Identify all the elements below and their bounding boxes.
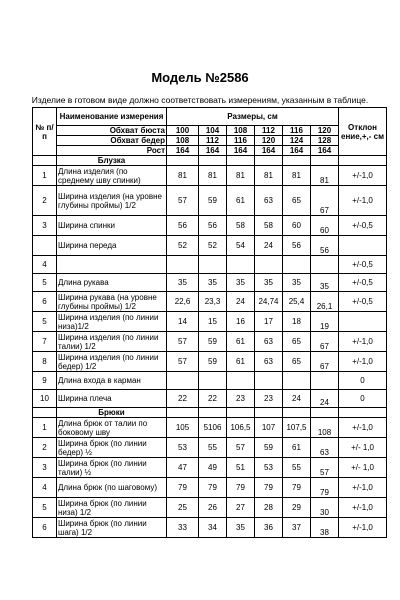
header-row: [33, 108, 387, 126]
height-size: 164: [283, 146, 311, 156]
measurement-value: [167, 372, 199, 390]
measurement-value: 56: [311, 236, 339, 256]
bust-size: 120: [311, 126, 339, 136]
hips-size: 128: [311, 136, 339, 146]
height-size: 164: [227, 146, 255, 156]
measurement-value: 37: [283, 518, 311, 538]
measurement-value: 63: [255, 186, 283, 216]
measurement-value: 22: [167, 390, 199, 408]
measurement-value: [227, 256, 255, 274]
bust-size: 116: [283, 126, 311, 136]
measurement-value: 79: [255, 478, 283, 498]
measurement-value: 105: [167, 418, 199, 438]
empty-cell: [283, 156, 311, 166]
measurement-value: 27: [227, 498, 255, 518]
row-number: 4: [33, 478, 57, 498]
measurement-value: 25: [167, 498, 199, 518]
measurement-value: 22: [199, 390, 227, 408]
row-number: 4: [33, 256, 57, 274]
section-row: [33, 156, 387, 166]
measurement-name: Ширина брюк (по линии бедер) ½: [57, 438, 167, 458]
row-number: 1: [33, 166, 57, 186]
measurement-value: 55: [283, 458, 311, 478]
measurement-value: 81: [255, 166, 283, 186]
measurement-name: Ширина изделия (по линии бедер) 1/2: [57, 352, 167, 372]
measurement-value: 63: [255, 332, 283, 352]
measurement-value: 35: [199, 274, 227, 292]
measurement-name: Ширина изделия (на уровне глубины проймы) 1/2: [57, 186, 167, 216]
measurement-name: Ширина брюк (по линии низа) 1/2: [57, 498, 167, 518]
table-row: [33, 458, 387, 478]
measurement-name: Длина брюк (по шаговому): [57, 478, 167, 498]
measurement-value: 81: [311, 166, 339, 186]
measurement-value: 29: [283, 498, 311, 518]
measurement-table: [32, 107, 387, 538]
section-row: [33, 408, 387, 418]
empty-cell: [311, 156, 339, 166]
measurement-value: 34: [199, 518, 227, 538]
hips-size: 112: [199, 136, 227, 146]
measurement-value: 35: [227, 274, 255, 292]
table-row: [33, 352, 387, 372]
section-title: Брюки: [57, 408, 167, 418]
table-row: [33, 312, 387, 332]
measurement-value: 19: [311, 312, 339, 332]
measurement-value: 56: [199, 216, 227, 236]
measurement-value: 47: [167, 458, 199, 478]
empty-cell: [167, 408, 199, 418]
measurement-value: 36: [255, 518, 283, 538]
empty-cell: [227, 156, 255, 166]
page-title: Модель №2586: [151, 70, 249, 85]
tolerance-value: +/-1,0: [339, 498, 387, 518]
row-number: 2: [33, 438, 57, 458]
measurement-name: Ширина спинки: [57, 216, 167, 236]
measurement-value: 14: [167, 312, 199, 332]
row-number: 5: [33, 274, 57, 292]
measurement-value: 57: [167, 332, 199, 352]
height-size: 164: [167, 146, 199, 156]
table-row: [33, 236, 387, 256]
row-number: 3: [33, 216, 57, 236]
measurement-name: Длина входа в карман: [57, 372, 167, 390]
measurement-value: 79: [311, 478, 339, 498]
table-row: [33, 390, 387, 408]
measurement-value: 17: [255, 312, 283, 332]
measurement-value: 54: [227, 236, 255, 256]
measurement-value: 65: [283, 332, 311, 352]
empty-cell: [167, 156, 199, 166]
measurement-value: 38: [311, 518, 339, 538]
row-number: 6: [33, 518, 57, 538]
bust-label: Обхват бюста: [57, 126, 167, 136]
hips-label: Обхват бедер: [57, 136, 167, 146]
measurement-value: 24: [255, 236, 283, 256]
bust-size: 104: [199, 126, 227, 136]
empty-cell: [199, 408, 227, 418]
measurement-value: [311, 256, 339, 274]
hips-size: 120: [255, 136, 283, 146]
tolerance-value: +/-1,0: [339, 186, 387, 216]
height-size: 164: [199, 146, 227, 156]
measurement-name: Ширина брюк (по линии шага) 1/2: [57, 518, 167, 538]
bust-size: 100: [167, 126, 199, 136]
measurement-value: 63: [311, 438, 339, 458]
table-row: [33, 274, 387, 292]
height-row: [33, 146, 387, 156]
measurement-name: Ширина плеча: [57, 390, 167, 408]
tolerance-value: +/-0,5: [339, 274, 387, 292]
measurement-value: 79: [167, 478, 199, 498]
measurement-value: 58: [255, 216, 283, 236]
measurement-value: 59: [199, 186, 227, 216]
empty-cell: [199, 156, 227, 166]
height-size: 164: [255, 146, 283, 156]
section-num-cell: [33, 156, 57, 166]
measurement-value: 65: [283, 352, 311, 372]
tolerance-header: Отклон ение,+,- см: [339, 108, 387, 156]
bust-size: 112: [255, 126, 283, 136]
measurement-value: 59: [255, 438, 283, 458]
measurement-value: 67: [311, 332, 339, 352]
measurement-value: 26: [199, 498, 227, 518]
tolerance-value: 0: [339, 372, 387, 390]
row-number: 7: [33, 332, 57, 352]
empty-cell: [339, 408, 387, 418]
hips-size: 108: [167, 136, 199, 146]
row-number: 5: [33, 312, 57, 332]
tolerance-value: +/-1,0: [339, 166, 387, 186]
measurement-value: 81: [227, 166, 255, 186]
measurement-value: 81: [167, 166, 199, 186]
measurement-value: 56: [167, 216, 199, 236]
measurement-value: 23: [227, 390, 255, 408]
bust-row: [33, 126, 387, 136]
row-number: [33, 236, 57, 256]
row-number: 3: [33, 458, 57, 478]
row-number: 1: [33, 418, 57, 438]
measurement-value: 107,5: [283, 418, 311, 438]
measurement-value: [283, 256, 311, 274]
empty-cell: [255, 156, 283, 166]
table-row: [33, 498, 387, 518]
measurement-value: 106,5: [227, 418, 255, 438]
measurement-value: 35: [167, 274, 199, 292]
measurement-value: 35: [227, 518, 255, 538]
measurement-value: 81: [199, 166, 227, 186]
measurement-value: 33: [167, 518, 199, 538]
empty-cell: [283, 408, 311, 418]
measurement-value: 56: [283, 236, 311, 256]
tolerance-value: +/-1,0: [339, 352, 387, 372]
measurement-value: 30: [311, 498, 339, 518]
measurement-value: 108: [311, 418, 339, 438]
num-header: № п/п: [33, 108, 57, 156]
height-size: 164: [311, 146, 339, 156]
tolerance-value: +/-0,5: [339, 216, 387, 236]
measurement-value: 24,74: [255, 292, 283, 312]
measurement-value: 60: [311, 216, 339, 236]
measurement-name: Ширина изделия (по линии низа)1/2: [57, 312, 167, 332]
measurement-value: [311, 372, 339, 390]
measurement-value: 23: [255, 390, 283, 408]
section-title: Блузка: [57, 156, 167, 166]
empty-cell: [339, 156, 387, 166]
tolerance-value: +/- 1,0: [339, 458, 387, 478]
measurement-value: 57: [167, 352, 199, 372]
table-row: [33, 478, 387, 498]
hips-row: [33, 136, 387, 146]
bust-size: 108: [227, 126, 255, 136]
tolerance-value: [339, 312, 387, 332]
measurement-value: 55: [199, 438, 227, 458]
empty-cell: [227, 408, 255, 418]
measurement-value: 60: [283, 216, 311, 236]
measurement-value: 61: [227, 352, 255, 372]
measurement-value: 107: [255, 418, 283, 438]
measurement-value: 53: [167, 438, 199, 458]
section-num-cell: [33, 408, 57, 418]
table-row: [33, 166, 387, 186]
measurement-name: Длина рукава: [57, 274, 167, 292]
table-row: [33, 438, 387, 458]
measurement-value: 24: [227, 292, 255, 312]
measurement-value: 58: [227, 216, 255, 236]
measurement-value: 79: [199, 478, 227, 498]
tolerance-value: +/-1,0: [339, 418, 387, 438]
measurement-value: 63: [255, 352, 283, 372]
measurement-value: 57: [227, 438, 255, 458]
tolerance-value: [339, 236, 387, 256]
measurement-value: 67: [311, 186, 339, 216]
measurement-value: [199, 372, 227, 390]
table-note: Изделие в готовом виде должно соответствовать измерениям, указанным в таблице.: [31, 95, 369, 105]
measurement-value: 26,1: [311, 292, 339, 312]
hips-size: 116: [227, 136, 255, 146]
measurement-value: 61: [227, 186, 255, 216]
tolerance-value: +/-1,0: [339, 518, 387, 538]
table-row: [33, 418, 387, 438]
measurement-value: 49: [199, 458, 227, 478]
measurement-name: Ширина брюк (по линии талии) ½: [57, 458, 167, 478]
measurement-value: 79: [227, 478, 255, 498]
measurement-value: [199, 256, 227, 274]
table-row: [33, 518, 387, 538]
name-header: Наименование измерения: [57, 108, 167, 126]
measurement-value: 5106: [199, 418, 227, 438]
measurement-value: 35: [311, 274, 339, 292]
measurement-value: 53: [255, 458, 283, 478]
measurement-value: 28: [255, 498, 283, 518]
tolerance-value: 0: [339, 390, 387, 408]
table-row: [33, 332, 387, 352]
measurement-value: 15: [199, 312, 227, 332]
hips-size: 124: [283, 136, 311, 146]
row-number: 8: [33, 352, 57, 372]
measurement-value: [167, 256, 199, 274]
measurement-name: Длина брюк от талии по боковому шву: [57, 418, 167, 438]
measurement-name: [57, 256, 167, 274]
height-label: Рост: [57, 146, 167, 156]
measurement-value: 57: [167, 186, 199, 216]
measurement-value: 25,4: [283, 292, 311, 312]
measurement-value: 57: [311, 458, 339, 478]
empty-cell: [255, 408, 283, 418]
measurement-value: 61: [227, 332, 255, 352]
measurement-value: 35: [283, 274, 311, 292]
measurement-value: [255, 256, 283, 274]
tolerance-value: +/-0,5: [339, 256, 387, 274]
row-number: 9: [33, 372, 57, 390]
measurement-value: [283, 372, 311, 390]
measurement-value: 65: [283, 186, 311, 216]
row-number: 5: [33, 498, 57, 518]
measurement-value: 52: [167, 236, 199, 256]
measurement-value: 22,6: [167, 292, 199, 312]
measurement-value: 81: [283, 166, 311, 186]
measurement-value: 79: [283, 478, 311, 498]
measurement-name: Ширина рукава (на уровне глубины проймы) 1/2: [57, 292, 167, 312]
row-number: 6: [33, 292, 57, 312]
measurement-value: 59: [199, 332, 227, 352]
tolerance-value: +/-0,5: [339, 292, 387, 312]
sizes-header: Размеры, см: [167, 108, 339, 126]
row-number: 10: [33, 390, 57, 408]
measurement-value: 35: [255, 274, 283, 292]
measurement-value: 24: [283, 390, 311, 408]
measurement-name: Ширина переда: [57, 236, 167, 256]
measurement-value: 52: [199, 236, 227, 256]
tolerance-value: +/-1,0: [339, 478, 387, 498]
measurement-value: 59: [199, 352, 227, 372]
measurement-value: 51: [227, 458, 255, 478]
measurement-name: Ширина изделия (по линии талии) 1/2: [57, 332, 167, 352]
measurement-value: 61: [283, 438, 311, 458]
measurement-value: [255, 372, 283, 390]
measurement-value: [227, 372, 255, 390]
table-row: [33, 292, 387, 312]
tolerance-value: +/- 1,0: [339, 438, 387, 458]
row-number: 2: [33, 186, 57, 216]
measurement-value: 67: [311, 352, 339, 372]
measurement-name: Длина изделия (по среднему шву спинки): [57, 166, 167, 186]
measurement-value: 18: [283, 312, 311, 332]
empty-cell: [311, 408, 339, 418]
table-row: [33, 216, 387, 236]
tolerance-value: +/-1,0: [339, 332, 387, 352]
table-row: [33, 256, 387, 274]
measurement-value: 24: [311, 390, 339, 408]
table-row: [33, 372, 387, 390]
measurement-value: 23,3: [199, 292, 227, 312]
table-row: [33, 186, 387, 216]
measurement-value: 16: [227, 312, 255, 332]
